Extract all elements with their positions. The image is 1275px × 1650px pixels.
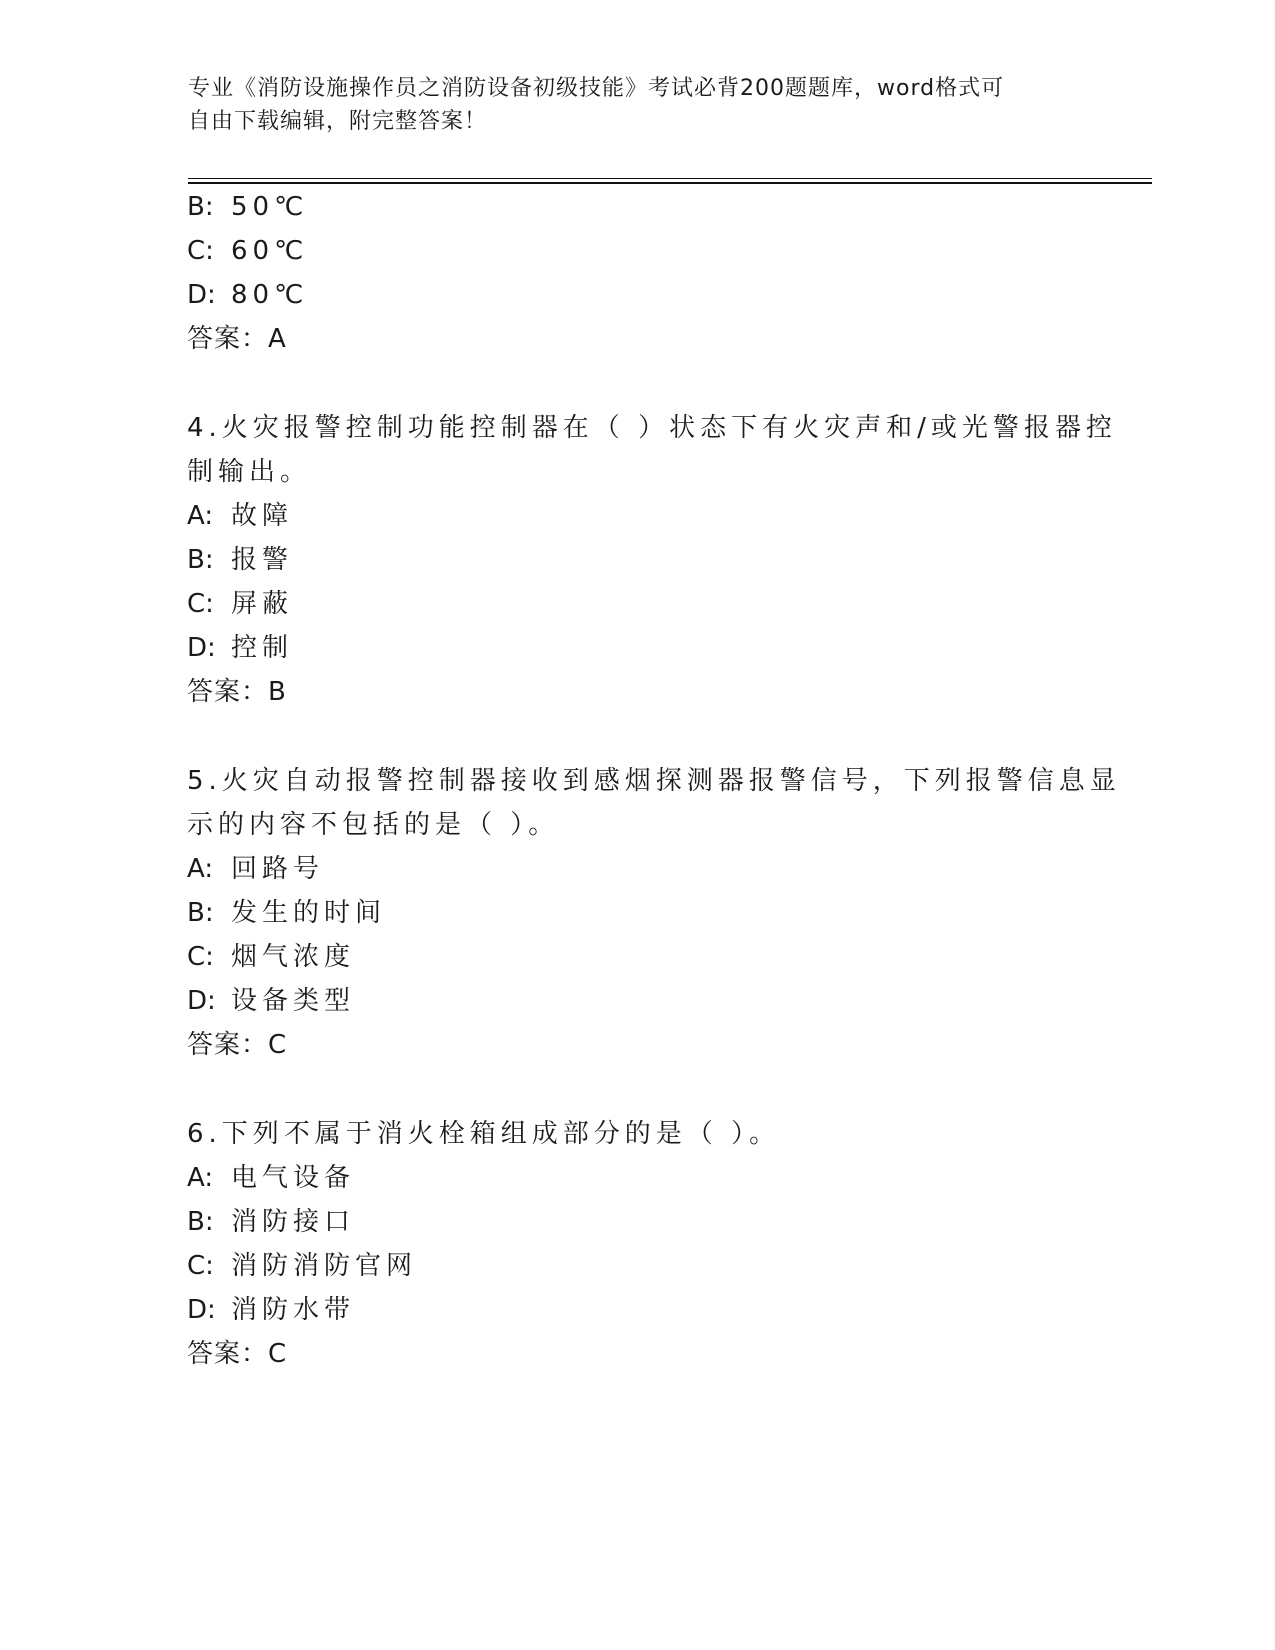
option-text: 设备类型 <box>231 986 356 1016</box>
option-text: 消防水带 <box>231 1295 356 1325</box>
option-text: 烟气浓度 <box>231 942 356 972</box>
q4-answer: 答案：B <box>187 677 287 707</box>
option-letter: A: <box>187 501 214 531</box>
option-text: 控制 <box>231 633 294 663</box>
option-text: 发生的时间 <box>231 898 387 928</box>
header-line-2: 自由下载编辑，附完整答案！ <box>188 109 488 134</box>
option-text: 回路号 <box>231 854 325 884</box>
option-letter: B: <box>187 898 214 928</box>
q6-answer: 答案：C <box>187 1339 288 1369</box>
q6-option-d <box>187 1295 355 1325</box>
option-letter: B: <box>187 1207 214 1237</box>
option-letter: B: <box>187 192 214 222</box>
q3-option-c <box>187 236 308 266</box>
q3-option-d <box>187 280 308 310</box>
option-letter: C: <box>187 589 214 619</box>
option-letter: D: <box>187 280 216 310</box>
q4-stem-line-2: 制输出。 <box>187 457 312 487</box>
option-letter: C: <box>187 236 214 266</box>
q6-option-b <box>187 1207 355 1237</box>
q5-answer: 答案：C <box>187 1030 288 1060</box>
option-letter: B: <box>187 545 214 575</box>
q4-option-c <box>187 589 293 619</box>
q3-option-b <box>187 192 308 222</box>
q4-stem-line-1: 4.火灾报警控制功能控制器在（ ）状态下有火灾声和/或光警报器控 <box>187 413 1117 443</box>
option-text: 报警 <box>231 545 294 575</box>
option-letter: C: <box>187 942 214 972</box>
option-text: 60℃ <box>231 236 309 266</box>
option-text: 80℃ <box>231 280 309 310</box>
option-letter: A: <box>187 1163 214 1193</box>
option-letter: D: <box>187 1295 216 1325</box>
q4-option-a <box>187 501 293 531</box>
q6-stem-line-1: 6.下列不属于消火栓箱组成部分的是（ ）。 <box>187 1119 781 1149</box>
option-text: 消防接口 <box>231 1207 356 1237</box>
option-text: 屏蔽 <box>231 589 294 619</box>
q3-answer: 答案：A <box>187 324 287 354</box>
option-text: 50℃ <box>231 192 309 222</box>
header-divider-thick <box>188 182 1152 184</box>
option-text: 电气设备 <box>231 1163 356 1193</box>
q4-option-b <box>187 545 293 575</box>
q5-stem-line-1: 5.火灾自动报警控制器接收到感烟探测器报警信号，下列报警信息显 <box>187 766 1121 796</box>
header-line-1: 专业《消防设施操作员之消防设备初级技能》考试必背200题题库，word格式可 <box>188 76 1005 101</box>
q5-stem-line-2: 示的内容不包括的是（ ）。 <box>187 810 560 840</box>
q4-option-d <box>187 633 293 663</box>
q5-option-c <box>187 942 355 972</box>
q5-option-d <box>187 986 355 1016</box>
q6-option-a <box>187 1163 355 1193</box>
option-letter: A: <box>187 854 214 884</box>
header-divider-thin <box>188 178 1152 179</box>
option-text: 故障 <box>231 501 294 531</box>
option-text: 消防消防官网 <box>231 1251 418 1281</box>
document-header <box>188 72 1068 138</box>
q5-option-b <box>187 898 386 928</box>
q5-option-a <box>187 854 324 884</box>
option-letter: D: <box>187 633 216 663</box>
q6-option-c <box>187 1251 417 1281</box>
option-letter: C: <box>187 1251 214 1281</box>
option-letter: D: <box>187 986 216 1016</box>
